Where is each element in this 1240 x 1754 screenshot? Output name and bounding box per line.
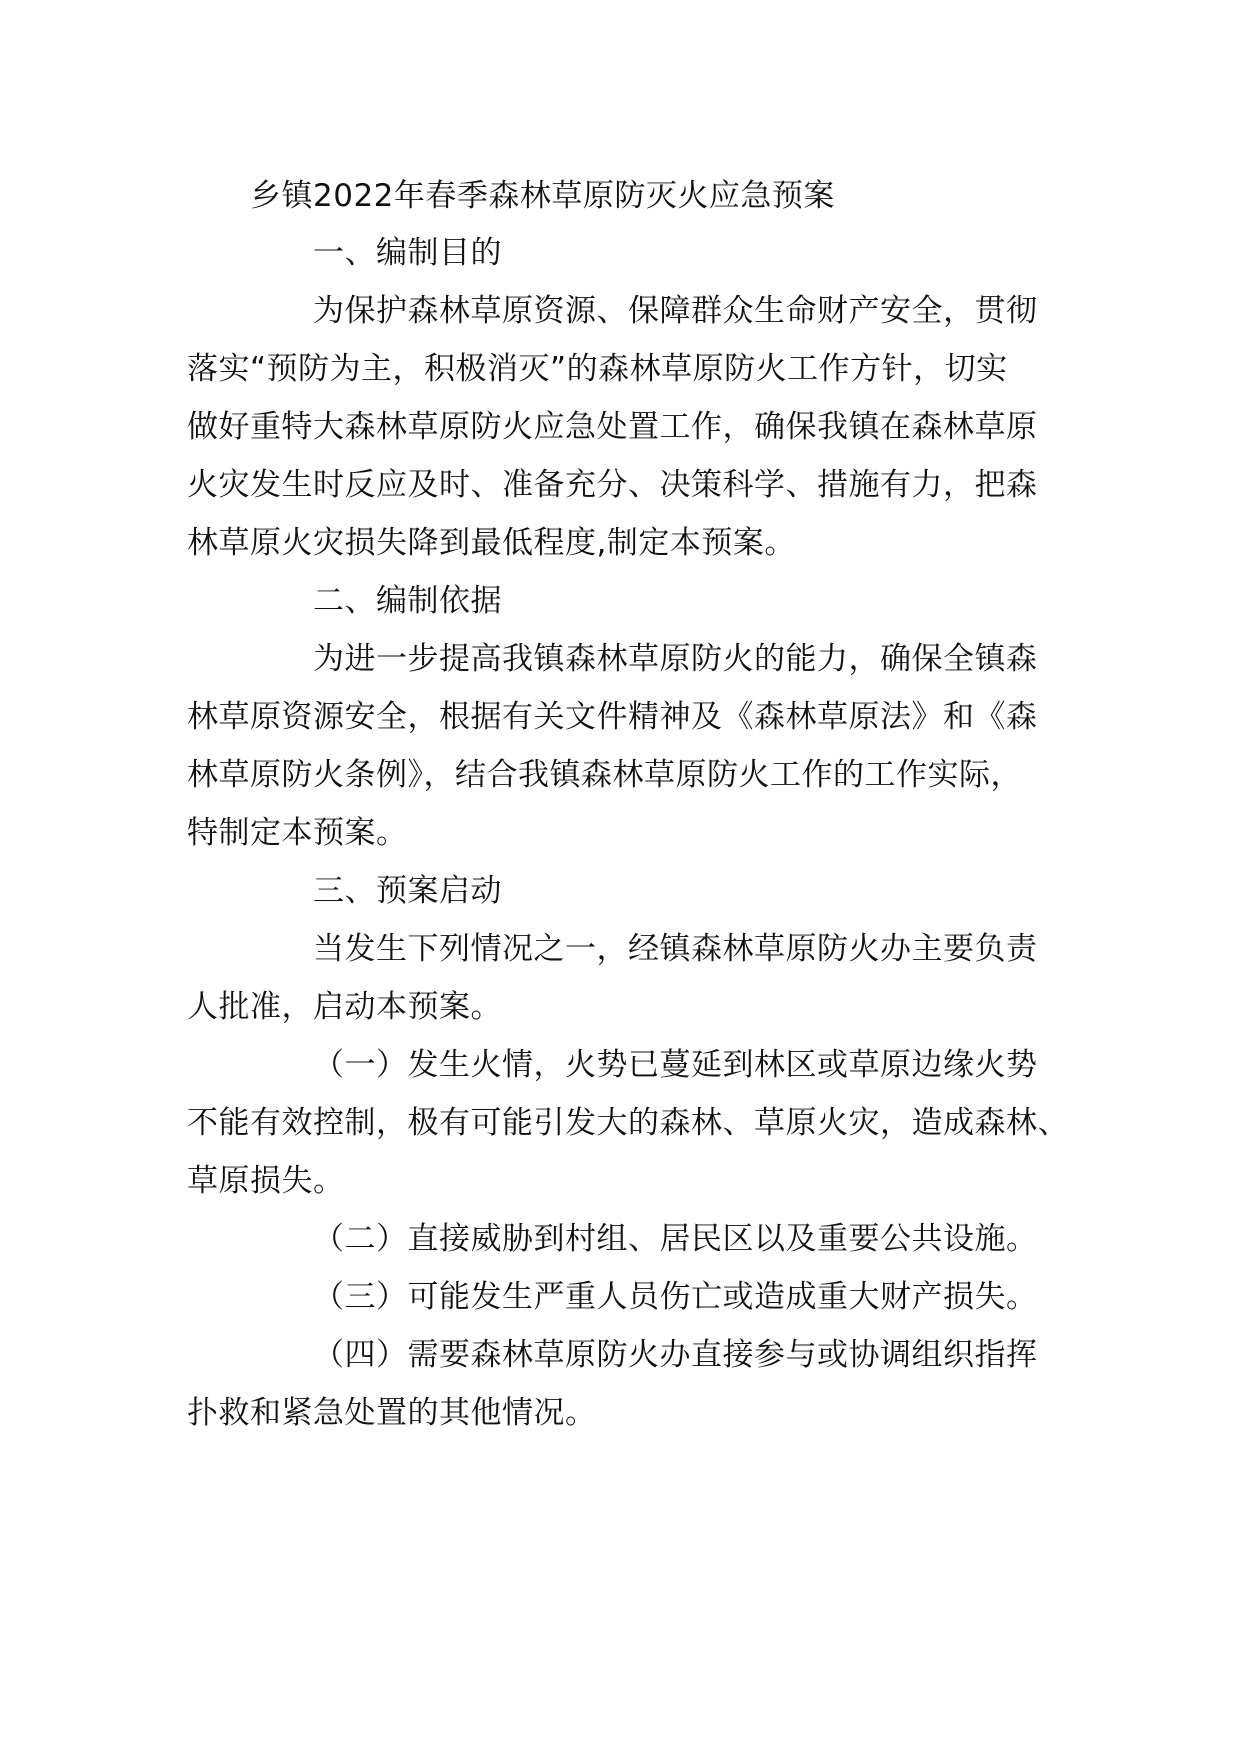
paragraph-line: 人批准，启动本预案。	[187, 989, 502, 1025]
paragraph-line: 为进一步提高我镇森林草原防火的能力，确保全镇森	[313, 641, 1038, 677]
paragraph-line: 林草原火灾损失降到最低程度,制定本预案。	[187, 525, 796, 561]
paragraph-line: 林草原防火条例》，结合我镇森林草原防火工作的工作实际，	[187, 757, 1022, 793]
paragraph-line: 火灾发生时反应及时、准备充分、决策科学、措施有力，把森	[187, 467, 1038, 503]
list-item-2: （二）直接威胁到村组、居民区以及重要公共设施。	[313, 1221, 1038, 1257]
list-item-1: （一）发生火情，火势已蔓延到林区或草原边缘火势	[313, 1047, 1038, 1083]
paragraph-line: 林草原资源安全，根据有关文件精神及《森林草原法》和《森	[187, 699, 1038, 735]
paragraph-line: 扑救和紧急处置的其他情况。	[187, 1395, 597, 1431]
paragraph-line: 落实“预防为主，积极消灭”的森林草原防火工作方针，切实	[187, 351, 1008, 387]
paragraph-line: 不能有效控制，极有可能引发大的森林、草原火灾，造成森林、	[187, 1105, 1069, 1141]
paragraph-line: 当发生下列情况之一，经镇森林草原防火办主要负责	[313, 931, 1038, 967]
list-item-4: （四）需要森林草原防火办直接参与或协调组织指挥	[313, 1337, 1038, 1373]
paragraph-line: 做好重特大森林草原防火应急处置工作，确保我镇在森林草原	[187, 409, 1038, 445]
paragraph-line: 草原损失。	[187, 1163, 345, 1199]
list-item-3: （三）可能发生严重人员伤亡或造成重大财产损失。	[313, 1279, 1038, 1315]
section-heading-basis: 二、编制依据	[313, 583, 502, 619]
paragraph-line: 特制定本预案。	[187, 815, 408, 851]
section-heading-purpose: 一、编制目的	[313, 235, 502, 271]
document-title: 乡镇2022年春季森林草原防灭火应急预案	[250, 178, 835, 214]
section-heading-activation: 三、预案启动	[313, 873, 502, 909]
paragraph-line: 为保护森林草原资源、保障群众生命财产安全，贯彻	[313, 293, 1038, 329]
